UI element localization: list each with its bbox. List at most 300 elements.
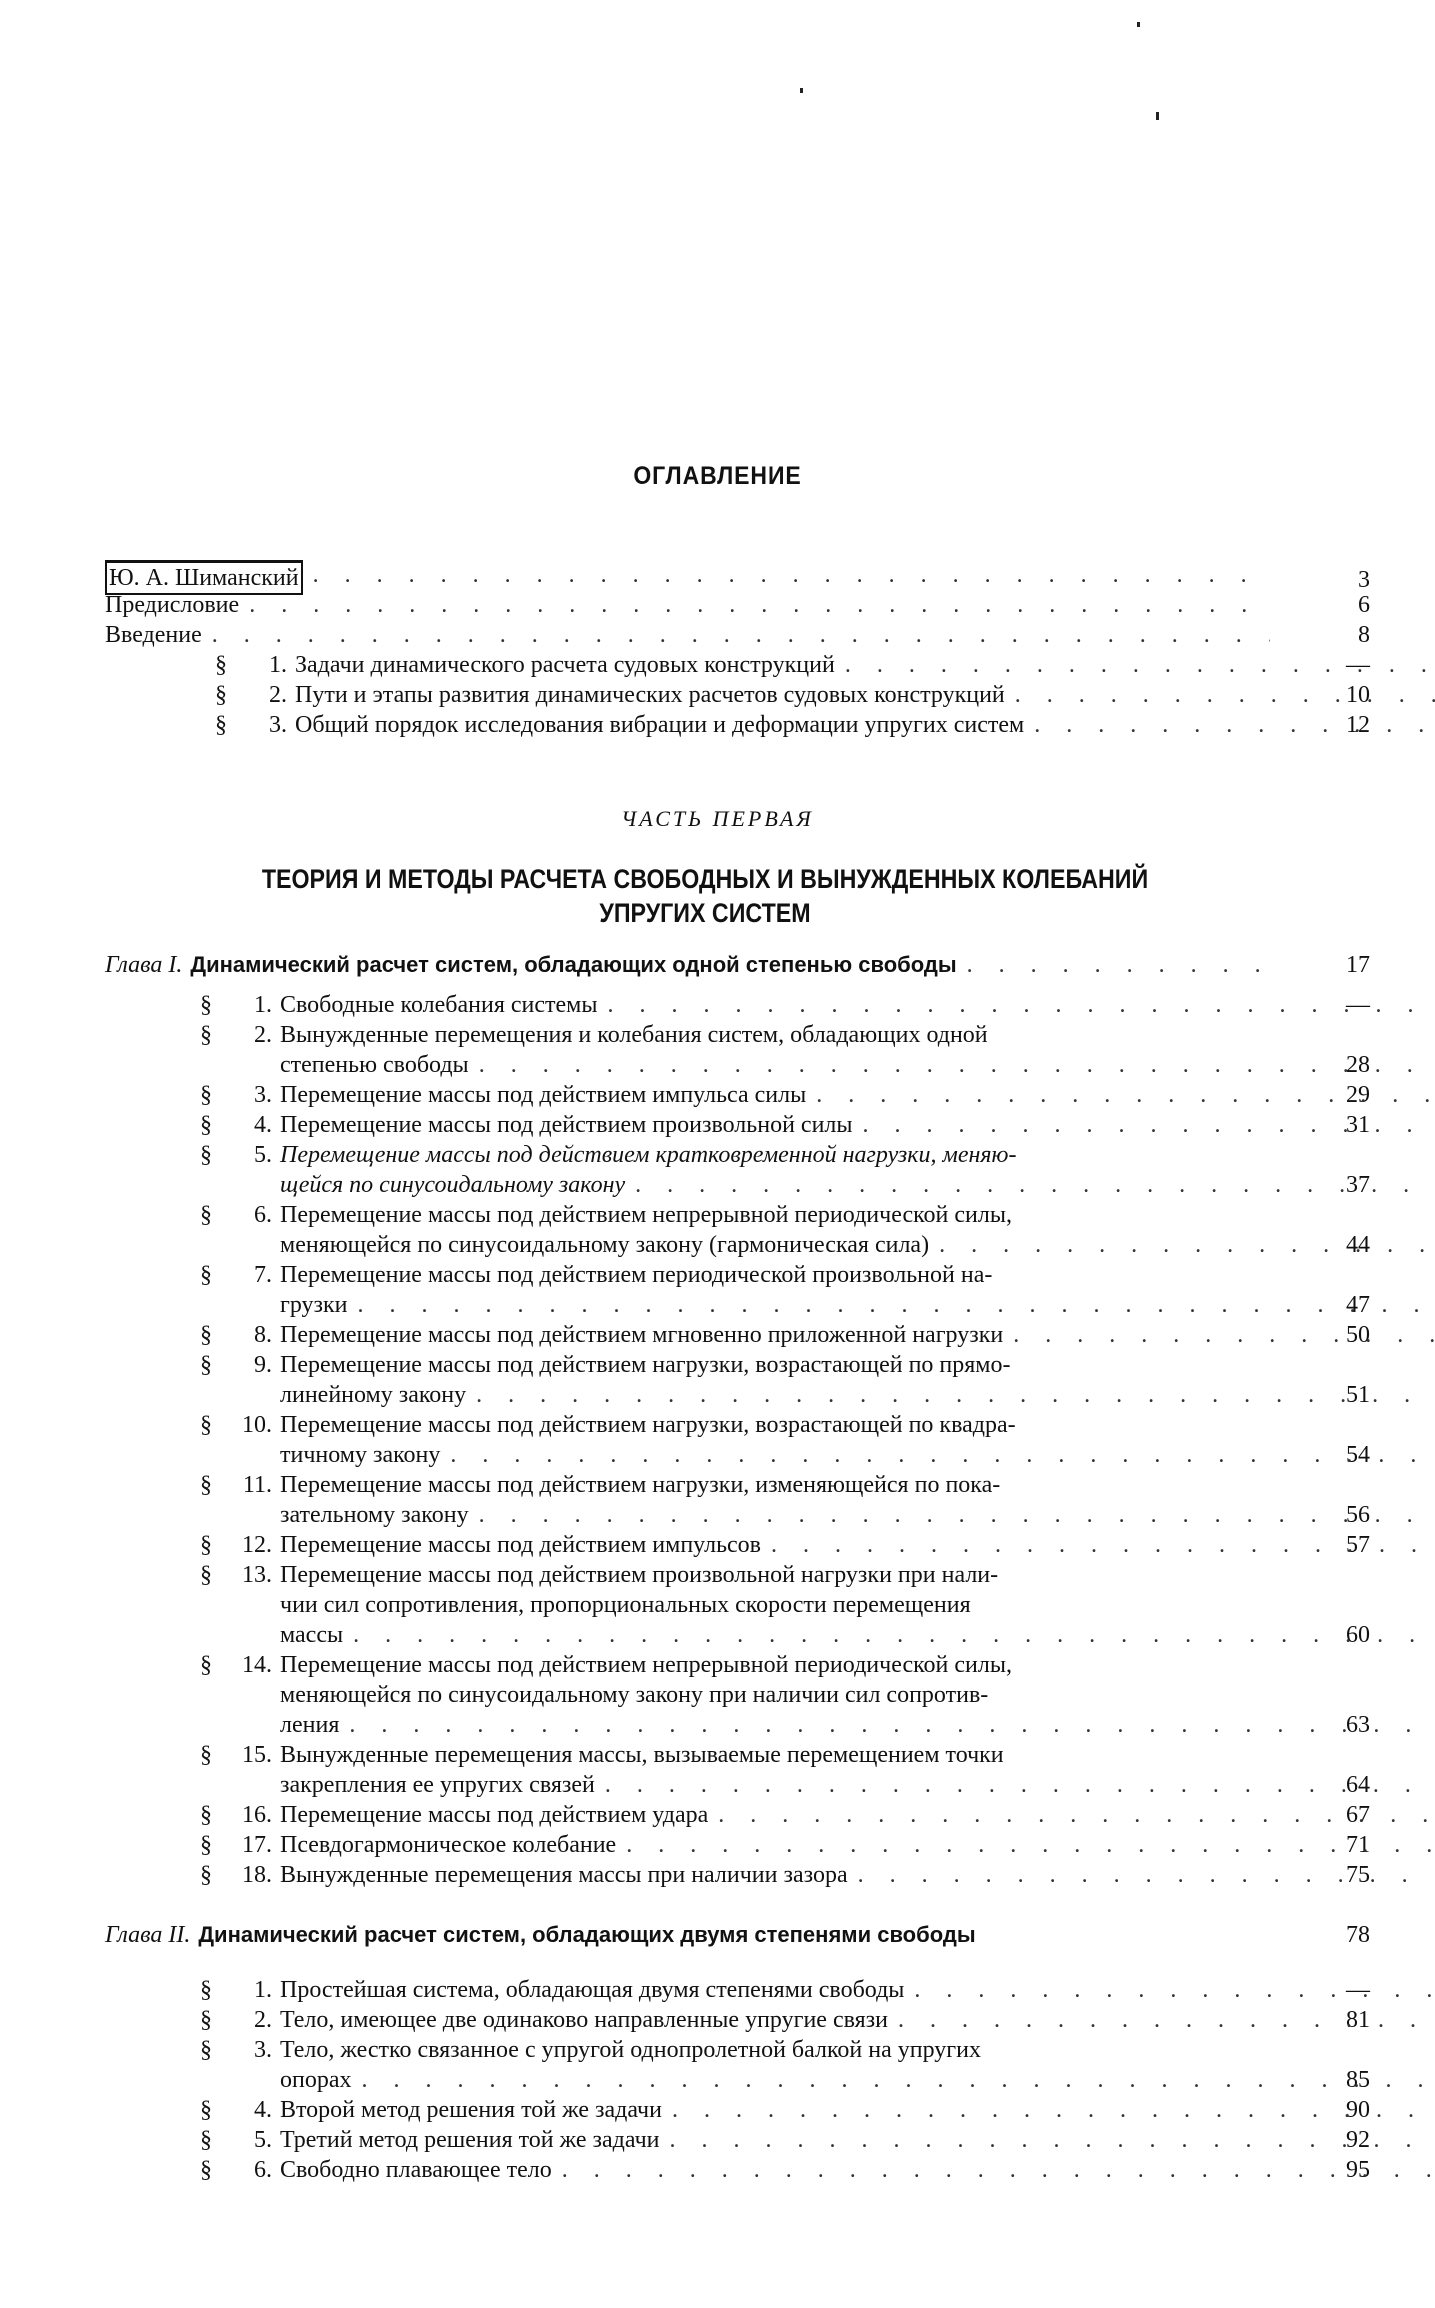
dot-leader <box>672 2095 1435 2125</box>
entry-body <box>105 950 1270 980</box>
section <box>200 1800 1270 1830</box>
section-number: 1. <box>254 1977 272 2003</box>
entry-text: Ю. А. Шиманский <box>105 560 303 595</box>
page-number: — <box>1346 652 1370 678</box>
toc-entry[interactable] <box>200 1740 1370 1800</box>
section <box>200 1200 1270 1260</box>
entry-text: чии сил сопротивления, пропорциональных скорости перемещения <box>280 1592 971 1618</box>
section-sign: § <box>200 1352 212 1378</box>
dot-leader <box>845 650 1435 680</box>
section-sign: § <box>200 1202 212 1228</box>
toc-entry[interactable] <box>215 710 1370 740</box>
entry-line <box>280 1170 1435 1200</box>
entry-line <box>295 650 1435 680</box>
entry-text: Перемещение массы под действием произвольной нагрузки при нали- <box>280 1562 999 1588</box>
section <box>215 650 1270 680</box>
entry-text: Перемещение массы под действием кратковременной нагрузки, меняю- <box>280 1142 1017 1168</box>
part-title-line-2: УПРУГИХ СИСТЕМ <box>599 898 811 928</box>
entry-line <box>280 1860 1435 1890</box>
section-sign: § <box>200 2007 212 2033</box>
entry-text: грузки <box>280 1292 348 1318</box>
section-sign: § <box>200 2127 212 2153</box>
page-number: 78 <box>1346 1922 1370 1948</box>
entry-body <box>200 1320 1270 1350</box>
section <box>200 2005 1270 2035</box>
section-text <box>280 1020 1435 1080</box>
part-label: ЧАСТЬ ПЕРВАЯ <box>621 806 814 831</box>
entry-body <box>200 2125 1270 2155</box>
toc-entry[interactable] <box>105 950 1370 980</box>
toc-entry[interactable] <box>200 2005 1370 2035</box>
section-text <box>280 1200 1435 1260</box>
toc-entry[interactable] <box>200 1350 1370 1410</box>
entry-line <box>280 2095 1435 2125</box>
entry-line <box>280 1260 1435 1290</box>
dot-leader <box>353 1620 1435 1650</box>
section-sign: § <box>200 1082 212 1108</box>
entry-text: Введение <box>105 622 202 648</box>
entry-text: Свободные колебания системы <box>280 992 598 1018</box>
entry-body <box>200 1530 1270 1560</box>
entry-line <box>280 1560 1435 1590</box>
entry-line <box>280 2155 1435 2185</box>
section-text <box>280 2035 1435 2095</box>
entry-body <box>105 1920 1270 1950</box>
page-number: 57 <box>1346 1532 1370 1558</box>
chapter-heading <box>105 1920 1270 1950</box>
section <box>215 710 1270 740</box>
entry-line <box>280 1200 1435 1230</box>
section-sign: § <box>200 992 212 1018</box>
entry-line <box>295 680 1435 710</box>
toc-entry[interactable] <box>200 1020 1370 1080</box>
toc-entry[interactable] <box>200 2155 1370 2185</box>
entry-text: Перемещение массы под действием периодической произвольной на- <box>280 1262 993 1288</box>
toc-entry[interactable] <box>200 1650 1370 1740</box>
section <box>200 1320 1270 1350</box>
toc-entry[interactable] <box>200 1110 1370 1140</box>
dot-leader <box>635 1170 1435 1200</box>
section-sign: § <box>200 1322 212 1348</box>
dot-leader <box>718 1800 1435 1830</box>
entry-line <box>280 2005 1435 2035</box>
entry-line <box>280 1140 1435 1170</box>
scan-speck <box>1156 112 1159 120</box>
section-text <box>280 1110 1435 1140</box>
entry-line <box>280 1650 1435 1680</box>
section-number: 1. <box>254 992 272 1018</box>
toc-entry[interactable] <box>105 1920 1370 1950</box>
dot-leader <box>479 1050 1435 1080</box>
dot-leader <box>450 1440 1435 1470</box>
section-number: 3. <box>269 712 287 738</box>
entry-body <box>200 1260 1270 1320</box>
section-number: 2. <box>254 1022 272 1048</box>
page-number: 63 <box>1346 1712 1370 1738</box>
section-sign: § <box>215 682 227 708</box>
toc-entry[interactable] <box>215 680 1370 710</box>
page-number: 8 <box>1358 622 1370 648</box>
dot-leader <box>358 1290 1435 1320</box>
section-sign: § <box>200 2037 212 2063</box>
entry-text: Третий метод решения той же задачи <box>280 2127 660 2153</box>
section <box>200 1650 1270 1740</box>
section <box>200 1530 1270 1560</box>
toc-entry[interactable] <box>200 990 1370 1020</box>
scan-speck <box>1137 22 1140 27</box>
entry-text: Пути и этапы развития динамических расчетов судовых конструкций <box>295 682 1005 708</box>
section-sign: § <box>200 1562 212 1588</box>
section-number: 5. <box>254 2127 272 2153</box>
entry-line <box>280 1320 1435 1350</box>
dot-leader <box>607 990 1435 1020</box>
entry-text: Общий порядок исследования вибрации и деформации упругих систем <box>295 712 1025 738</box>
section <box>200 1740 1270 1800</box>
section-text <box>280 990 1435 1020</box>
toc-entry[interactable] <box>200 2095 1370 2125</box>
section-text <box>280 1080 1435 1110</box>
section-sign: § <box>200 1802 212 1828</box>
dot-leader <box>898 2005 1435 2035</box>
toc-entry[interactable] <box>200 1800 1370 1830</box>
toc-entry[interactable] <box>200 2125 1370 2155</box>
page-number: 92 <box>1346 2127 1370 2153</box>
toc-title: ОГЛАВЛЕНИЕ <box>633 462 802 490</box>
section-number: 8. <box>254 1322 272 1348</box>
dot-leader <box>349 1710 1435 1740</box>
toc-entry[interactable] <box>200 1140 1370 1200</box>
page-number: 67 <box>1346 1802 1370 1828</box>
section-number: 2. <box>254 2007 272 2033</box>
section-sign: § <box>200 1112 212 1138</box>
section-number: 14. <box>242 1652 272 1678</box>
toc-entry[interactable] <box>200 1560 1370 1650</box>
entry-line <box>280 1410 1435 1440</box>
entry-line <box>280 1975 1435 2005</box>
toc-entry[interactable] <box>105 620 1370 650</box>
section-sign: § <box>200 1862 212 1888</box>
page-number: 75 <box>1346 1862 1370 1888</box>
toc-entry[interactable] <box>200 1320 1370 1350</box>
page-number: 60 <box>1346 1622 1370 1648</box>
section-sign: § <box>215 712 227 738</box>
entry-body <box>215 710 1270 740</box>
part-title-line-1: ТЕОРИЯ И МЕТОДЫ РАСЧЕТА СВОБОДНЫХ И ВЫНУЖДЕННЫХ КОЛЕБАНИЙ <box>261 864 1149 894</box>
page-number: 64 <box>1346 1772 1370 1798</box>
chapter-title: Динамический расчет систем, обладающих одной степенью свободы <box>190 952 957 977</box>
entry-line <box>280 1710 1435 1740</box>
section-text <box>295 680 1435 710</box>
dot-leader <box>1013 1320 1435 1350</box>
page-number: 6 <box>1358 592 1370 618</box>
entry-line <box>280 1110 1435 1140</box>
entry-body <box>200 1650 1270 1740</box>
entry-text: Перемещение массы под действием непрерывной периодической силы, <box>280 1652 1012 1678</box>
entry-text: Вынужденные перемещения массы, вызываемые перемещением точки <box>280 1742 1004 1768</box>
entry-line <box>280 1380 1435 1410</box>
section-text <box>280 2155 1435 2185</box>
dot-leader <box>816 1080 1435 1110</box>
section <box>200 2155 1270 2185</box>
section-text <box>280 1860 1435 1890</box>
entry-text: Свободно плавающее тело <box>280 2157 552 2183</box>
section-number: 3. <box>254 1082 272 1108</box>
entry-text: Вынужденные перемещения и колебания систем, обладающих одной <box>280 1022 988 1048</box>
entry-text: Перемещение массы под действием произвольной силы <box>280 1112 853 1138</box>
section <box>200 1410 1270 1470</box>
section-number: 9. <box>254 1352 272 1378</box>
entry-body <box>200 1350 1270 1410</box>
entry-text: Вынужденные перемещения массы при наличии зазора <box>280 1862 848 1888</box>
entry-text: тичному закону <box>280 1442 441 1468</box>
entry-text: Простейшая система, обладающая двумя степенями свободы <box>280 1977 905 2003</box>
entry-line <box>280 2065 1435 2095</box>
part-title <box>150 862 1259 930</box>
toc-entry[interactable] <box>105 590 1370 620</box>
entry-body <box>200 1800 1270 1830</box>
entry-text: Перемещение массы под действием непрерывной периодической силы, <box>280 1202 1012 1228</box>
section <box>200 990 1270 1020</box>
section-sign: § <box>200 1142 212 1168</box>
section-text <box>280 1830 1435 1860</box>
dot-leader <box>1034 710 1435 740</box>
section <box>200 1560 1270 1650</box>
page-number: 95 <box>1346 2157 1370 2183</box>
page-number: 12 <box>1346 712 1370 738</box>
entry-line <box>105 620 1270 650</box>
entry-body <box>200 2095 1270 2125</box>
entry-line <box>105 590 1270 620</box>
section <box>200 1020 1270 1080</box>
section-number: 10. <box>242 1412 272 1438</box>
dot-leader <box>967 950 1270 980</box>
section-sign: § <box>200 1022 212 1048</box>
entry-body <box>215 650 1270 680</box>
section-text <box>280 1530 1435 1560</box>
section-number: 5. <box>254 1142 272 1168</box>
entry-line <box>280 1830 1435 1860</box>
entry-line <box>280 1470 1435 1500</box>
entry-text: меняющейся по синусоидальному закону при наличии сил сопротив- <box>280 1682 989 1708</box>
section-number: 6. <box>254 2157 272 2183</box>
section-number: 1. <box>269 652 287 678</box>
entry-body <box>215 680 1270 710</box>
page-number: — <box>1346 992 1370 1018</box>
entry-text: Перемещение массы под действием нагрузки, изменяющейся по пока- <box>280 1472 1001 1498</box>
section-number: 4. <box>254 2097 272 2123</box>
entry-text: ления <box>280 1712 340 1738</box>
section-text <box>280 2125 1435 2155</box>
section-number: 17. <box>242 1832 272 1858</box>
dot-leader <box>771 1530 1435 1560</box>
entry-text: массы <box>280 1622 344 1648</box>
page-number: 71 <box>1346 1832 1370 1858</box>
dot-leader <box>476 1380 1435 1410</box>
entry-body <box>105 590 1270 620</box>
section <box>200 1080 1270 1110</box>
section-text <box>280 2005 1435 2035</box>
section-number: 3. <box>254 2037 272 2063</box>
toc-entry[interactable] <box>200 1830 1370 1860</box>
section <box>200 2035 1270 2095</box>
section <box>200 2095 1270 2125</box>
entry-line <box>280 1800 1435 1830</box>
section-text <box>280 1260 1435 1320</box>
dot-leader <box>479 1500 1435 1530</box>
toc-entry[interactable] <box>200 1470 1370 1530</box>
page-number: 44 <box>1346 1232 1370 1258</box>
dot-leader <box>863 1110 1435 1140</box>
entry-line <box>280 1590 1435 1620</box>
section-number: 16. <box>242 1802 272 1828</box>
page-number: 85 <box>1346 2067 1370 2093</box>
entry-body <box>105 620 1270 650</box>
entry-text: Задачи динамического расчета судовых конструкций <box>295 652 835 678</box>
entry-body <box>200 1410 1270 1470</box>
entry-line <box>280 1290 1435 1320</box>
dot-leader <box>362 2065 1435 2095</box>
toc-entry[interactable] <box>200 1410 1370 1470</box>
chapter-title: Динамический расчет систем, обладающих двумя степенями свободы <box>198 1922 976 1947</box>
section-number: 11. <box>242 1472 272 1498</box>
entry-text: Перемещение массы под действием нагрузки, возрастающей по прямо- <box>280 1352 1011 1378</box>
dot-leader <box>562 2155 1435 2185</box>
entry-body <box>200 990 1270 1020</box>
page-number: 90 <box>1346 2097 1370 2123</box>
section-text <box>280 1800 1435 1830</box>
entry-text: меняющейся по синусоидальному закону (гармоническая сила) <box>280 1232 930 1258</box>
section-number: 2. <box>269 682 287 708</box>
section <box>200 2125 1270 2155</box>
entry-text: Перемещение массы под действием удара <box>280 1802 709 1828</box>
entry-line <box>280 1050 1435 1080</box>
dot-leader <box>1015 680 1435 710</box>
section-number: 12. <box>242 1532 272 1558</box>
entry-line <box>280 1770 1435 1800</box>
section <box>200 1260 1270 1320</box>
page-number: 50 <box>1346 1322 1370 1348</box>
entry-line <box>295 710 1435 740</box>
entry-body <box>200 1020 1270 1080</box>
section <box>200 1110 1270 1140</box>
section-text <box>280 1975 1435 2005</box>
entry-body <box>200 2005 1270 2035</box>
section-sign: § <box>200 2157 212 2183</box>
section <box>200 1975 1270 2005</box>
entry-line <box>280 1080 1435 1110</box>
toc-entry[interactable] <box>200 1260 1370 1320</box>
entry-text: Второй метод решения той же задачи <box>280 2097 662 2123</box>
entry-text: степенью свободы <box>280 1052 469 1078</box>
dot-leader <box>670 2125 1435 2155</box>
section-text <box>280 1740 1435 1800</box>
entry-text: зательному закону <box>280 1502 469 1528</box>
page-number: 56 <box>1346 1502 1370 1528</box>
dot-leader <box>626 1830 1435 1860</box>
entry-line <box>280 1020 1435 1050</box>
section-sign: § <box>200 1532 212 1558</box>
page-number: 47 <box>1346 1292 1370 1318</box>
entry-line <box>280 1530 1435 1560</box>
page-number: — <box>1346 1977 1370 2003</box>
section-number: 18. <box>242 1862 272 1888</box>
entry-text: Перемещение массы под действием мгновенно приложенной нагрузки <box>280 1322 1004 1348</box>
toc-entry[interactable] <box>215 650 1370 680</box>
entry-body <box>200 1830 1270 1860</box>
entry-line <box>280 1680 1435 1710</box>
section-text <box>280 1140 1435 1200</box>
entry-body <box>200 1140 1270 1200</box>
entry-text: Тело, имеющее две одинаково направленные упругие связи <box>280 2007 888 2033</box>
section-sign: § <box>200 1652 212 1678</box>
section-text <box>295 710 1435 740</box>
section <box>215 680 1270 710</box>
toc-entry[interactable] <box>200 1975 1370 2005</box>
dot-leader <box>249 590 1270 620</box>
chapter-label: Глава I. <box>105 952 183 978</box>
toc-entry[interactable] <box>200 1530 1370 1560</box>
page-number: 51 <box>1346 1382 1370 1408</box>
entry-body <box>200 1110 1270 1140</box>
section-sign: § <box>215 652 227 678</box>
entry-body <box>200 1560 1270 1650</box>
section-sign: § <box>200 1832 212 1858</box>
section-sign: § <box>200 1977 212 2003</box>
section <box>200 1830 1270 1860</box>
section-sign: § <box>200 1262 212 1288</box>
entry-text: линейному закону <box>280 1382 467 1408</box>
toc-entry[interactable] <box>200 1200 1370 1260</box>
entry-text: Предисловие <box>105 592 240 618</box>
entry-text: Перемещение массы под действием нагрузки, возрастающей по квадра- <box>280 1412 1016 1438</box>
entry-line <box>280 1440 1435 1470</box>
entry-line <box>280 1620 1435 1650</box>
dot-leader <box>858 1860 1435 1890</box>
section-number: 4. <box>254 1112 272 1138</box>
entry-body <box>200 2155 1270 2185</box>
entry-body <box>200 1740 1270 1800</box>
section-text <box>280 1560 1435 1650</box>
section-text <box>280 1320 1435 1350</box>
entry-body <box>200 1975 1270 2005</box>
dot-leader <box>605 1770 1435 1800</box>
page-number: 3 <box>1358 567 1370 593</box>
section-text <box>295 650 1435 680</box>
toc-entry[interactable] <box>200 2035 1370 2095</box>
page-number: 54 <box>1346 1442 1370 1468</box>
page-number: 37 <box>1346 1172 1370 1198</box>
entry-text: Тело, жестко связанное с упругой однопролетной балкой на упругих <box>280 2037 981 2063</box>
section-text <box>280 2095 1435 2125</box>
entry-text: щейся по синусоидальному закону <box>280 1172 626 1198</box>
section-number: 15. <box>242 1742 272 1768</box>
dot-leader <box>914 1975 1435 2005</box>
section <box>200 1350 1270 1410</box>
entry-text: опорах <box>280 2067 352 2093</box>
entry-line <box>280 1230 1435 1260</box>
section-sign: § <box>200 1742 212 1768</box>
section-number: 6. <box>254 1202 272 1228</box>
entry-text: Псевдогармоническое колебание <box>280 1832 617 1858</box>
entry-text: Перемещение массы под действием импульса силы <box>280 1082 807 1108</box>
toc-entry[interactable] <box>200 1080 1370 1110</box>
page-number: 81 <box>1346 2007 1370 2033</box>
page-number: 28 <box>1346 1052 1370 1078</box>
dot-leader <box>939 1230 1435 1260</box>
scan-speck <box>800 88 803 93</box>
toc-entry[interactable] <box>200 1860 1370 1890</box>
entry-line <box>280 1500 1435 1530</box>
